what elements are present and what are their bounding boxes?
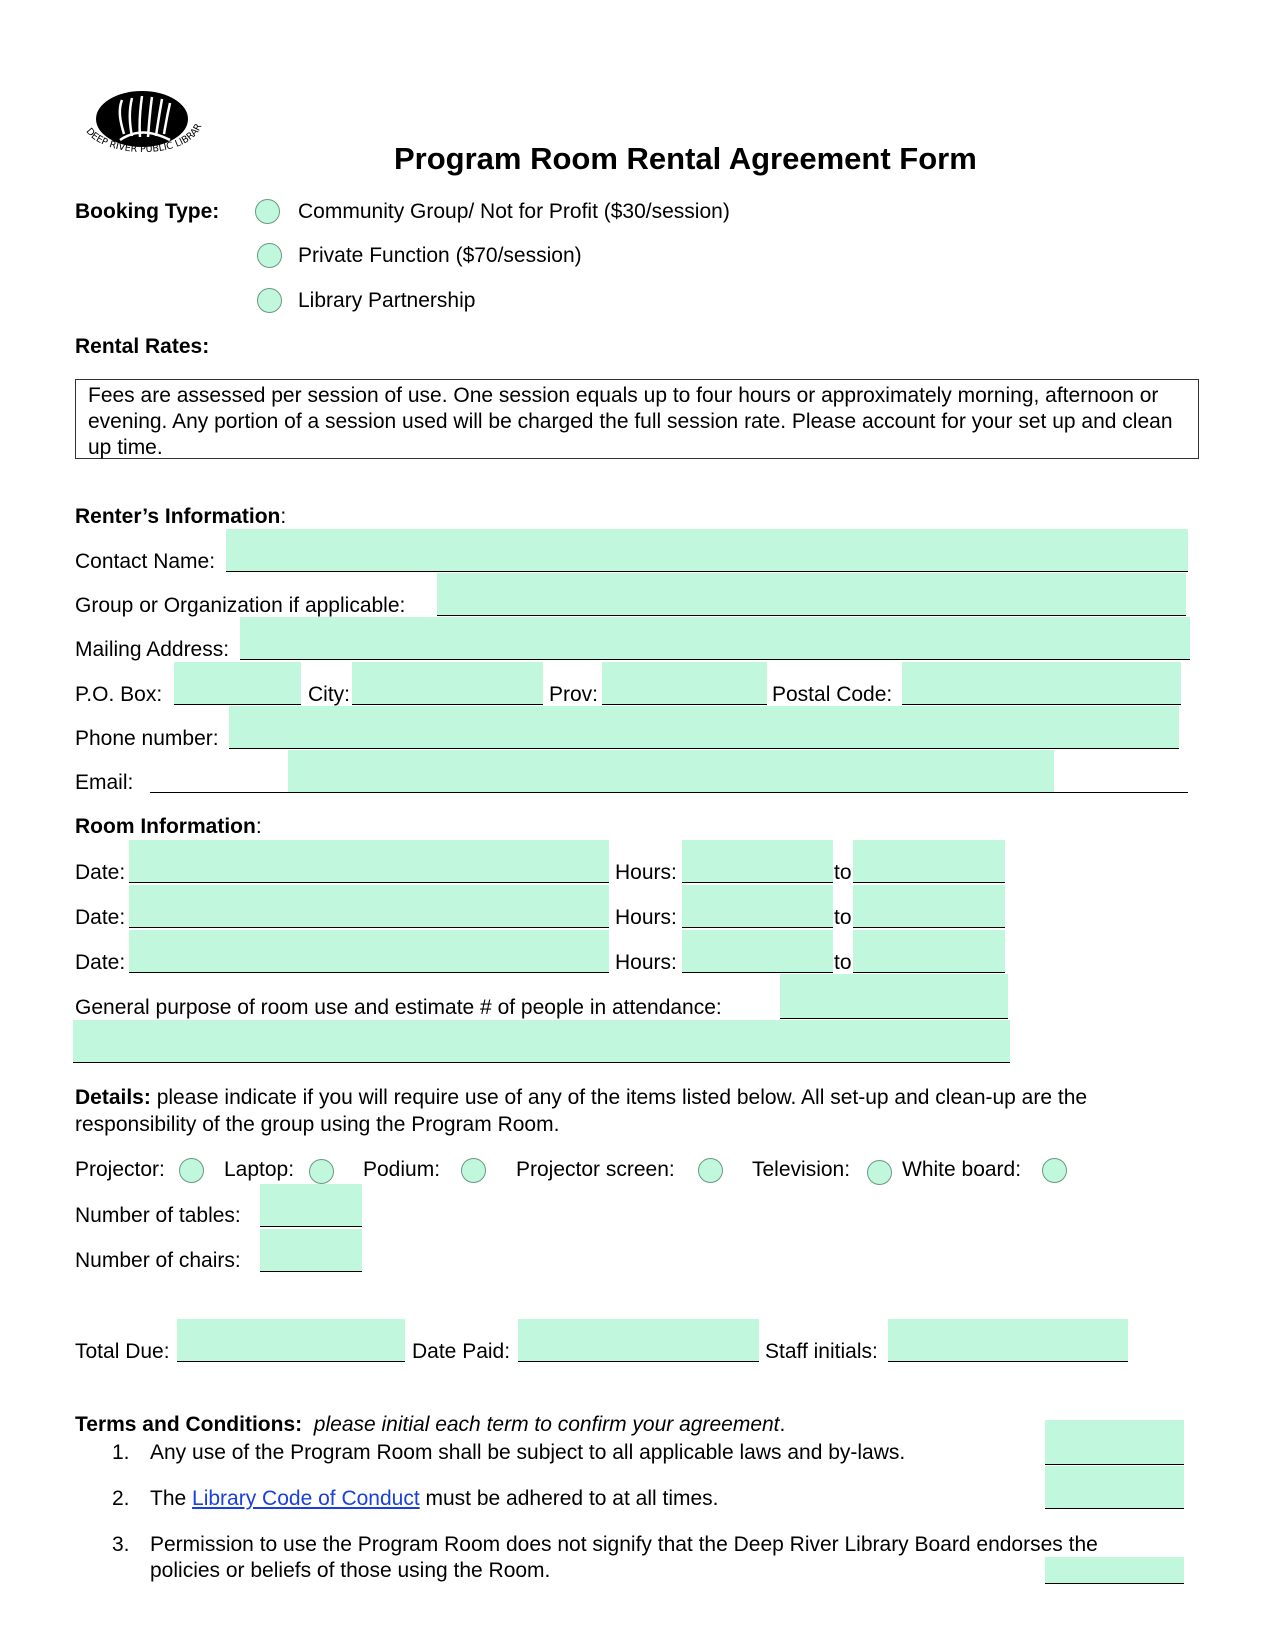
booking-radio-private[interactable] bbox=[257, 243, 282, 268]
booking-option-community: Community Group/ Not for Profit ($30/session) bbox=[298, 200, 730, 223]
postal-code-input[interactable] bbox=[902, 662, 1181, 705]
date-underline-1 bbox=[129, 882, 609, 883]
details-description-line2: responsibility of the group using the Program Room. bbox=[75, 1113, 560, 1136]
hours-to-underline-1 bbox=[853, 882, 1005, 883]
terms-instruction: please initial each term to confirm your agreement bbox=[313, 1413, 780, 1436]
term-text-1: Any use of the Program Room shall be subject to all applicable laws and by-laws. bbox=[150, 1441, 906, 1464]
mailing-address-label: Mailing Address: bbox=[75, 638, 230, 661]
po-box-label: P.O. Box: bbox=[75, 683, 163, 706]
booking-option-partnership: Library Partnership bbox=[298, 289, 476, 312]
term-initial-input-1[interactable] bbox=[1045, 1420, 1184, 1465]
to-label-2: to bbox=[834, 906, 852, 929]
room-info-heading-text: Room Information bbox=[75, 815, 256, 838]
library-logo bbox=[80, 86, 210, 166]
projector-checkbox[interactable] bbox=[179, 1158, 204, 1183]
to-label-3: to bbox=[834, 951, 852, 974]
total-due-underline bbox=[177, 1361, 405, 1362]
hours-label-3: Hours: bbox=[615, 951, 677, 974]
white-board-label: White board: bbox=[902, 1158, 1022, 1181]
podium-label: Podium: bbox=[363, 1158, 441, 1181]
terms-period: . bbox=[779, 1413, 786, 1436]
staff-initials-label: Staff initials: bbox=[765, 1340, 878, 1363]
logo-book-icon bbox=[80, 86, 210, 166]
booking-radio-community[interactable] bbox=[255, 199, 280, 224]
hours-from-underline-2 bbox=[682, 927, 833, 928]
code-of-conduct-link[interactable]: Library Code of Conduct bbox=[192, 1487, 420, 1510]
mailing-address-underline bbox=[240, 659, 1190, 660]
booking-option-private: Private Function ($70/session) bbox=[298, 244, 582, 267]
email-underline bbox=[150, 792, 1188, 793]
postal-code-label: Postal Code: bbox=[772, 683, 893, 706]
details-label: Details: bbox=[75, 1086, 151, 1109]
details-text bbox=[75, 1086, 1087, 1110]
hours-to-input-2[interactable] bbox=[853, 885, 1005, 928]
renter-info-heading bbox=[75, 505, 286, 529]
podium-checkbox[interactable] bbox=[461, 1158, 486, 1183]
prov-label: Prov: bbox=[549, 683, 599, 706]
term-initial-underline-1 bbox=[1045, 1464, 1184, 1465]
city-underline bbox=[352, 704, 543, 705]
hours-to-input-3[interactable] bbox=[853, 930, 1005, 973]
term-initial-underline-2 bbox=[1045, 1508, 1184, 1509]
staff-initials-input[interactable] bbox=[888, 1319, 1128, 1362]
purpose-description-underline bbox=[73, 1062, 1010, 1063]
hours-label-1: Hours: bbox=[615, 861, 677, 884]
to-label-1: to bbox=[834, 861, 852, 884]
term-text-3: Permission to use the Program Room does not signify that the Deep River Library Board endorses the bbox=[150, 1533, 1098, 1556]
city-label: City: bbox=[308, 683, 350, 706]
purpose-attendance-underline bbox=[780, 1018, 1008, 1019]
chairs-label: Number of chairs: bbox=[75, 1249, 241, 1272]
group-label: Group or Organization if applicable: bbox=[75, 594, 406, 617]
date-label-1: Date: bbox=[75, 861, 126, 884]
term-initial-input-2[interactable] bbox=[1045, 1466, 1184, 1509]
term-number-3: 3. bbox=[112, 1533, 130, 1556]
hours-from-underline-1 bbox=[682, 882, 833, 883]
renter-info-heading-text: Renter’s Information bbox=[75, 505, 281, 528]
prov-underline bbox=[602, 704, 767, 705]
laptop-checkbox[interactable] bbox=[309, 1159, 334, 1184]
booking-radio-partnership[interactable] bbox=[257, 288, 282, 313]
email-input[interactable] bbox=[288, 750, 1054, 793]
hours-from-input-2[interactable] bbox=[682, 885, 833, 928]
contact-name-underline bbox=[226, 571, 1188, 572]
phone-underline bbox=[229, 748, 1179, 749]
total-due-input[interactable] bbox=[177, 1319, 405, 1362]
date-underline-3 bbox=[129, 972, 609, 973]
po-box-input[interactable] bbox=[174, 662, 301, 705]
staff-initials-underline bbox=[888, 1361, 1128, 1362]
purpose-label: General purpose of room use and estimate # of people in attendance: bbox=[75, 996, 722, 1019]
date-underline-2 bbox=[129, 927, 609, 928]
term-initial-input-3[interactable] bbox=[1045, 1557, 1184, 1584]
term-text-2-pre: The bbox=[150, 1487, 193, 1510]
hours-to-underline-2 bbox=[853, 927, 1005, 928]
term-number-1: 1. bbox=[112, 1441, 130, 1464]
date-input-2[interactable] bbox=[129, 885, 609, 928]
tables-label: Number of tables: bbox=[75, 1204, 241, 1227]
terms-heading bbox=[75, 1413, 785, 1437]
date-label-3: Date: bbox=[75, 951, 126, 974]
television-checkbox[interactable] bbox=[867, 1160, 892, 1185]
room-info-colon: : bbox=[255, 815, 262, 838]
date-label-2: Date: bbox=[75, 906, 126, 929]
term-initial-underline-3 bbox=[1045, 1583, 1184, 1584]
television-label: Television: bbox=[752, 1158, 851, 1181]
term-number-2: 2. bbox=[112, 1487, 130, 1510]
city-input[interactable] bbox=[352, 662, 543, 705]
page-title: Program Room Rental Agreement Form bbox=[394, 141, 977, 176]
date-paid-underline bbox=[518, 1361, 759, 1362]
date-paid-label: Date Paid: bbox=[412, 1340, 511, 1363]
contact-name-input[interactable] bbox=[226, 529, 1188, 572]
booking-type-label: Booking Type: bbox=[75, 200, 220, 223]
chairs-input[interactable] bbox=[260, 1229, 362, 1272]
phone-input[interactable] bbox=[229, 706, 1179, 749]
room-info-heading bbox=[75, 815, 262, 839]
mailing-address-input[interactable] bbox=[240, 617, 1190, 660]
details-description: please indicate if you will require use of any of the items listed below. All set-up and clean-up are the bbox=[150, 1086, 1088, 1109]
group-input[interactable] bbox=[437, 573, 1186, 616]
contact-name-label: Contact Name: bbox=[75, 550, 216, 573]
projector-screen-checkbox[interactable] bbox=[698, 1158, 723, 1183]
date-paid-input[interactable] bbox=[518, 1319, 759, 1362]
rental-rates-label: Rental Rates: bbox=[75, 335, 210, 358]
tables-underline bbox=[260, 1226, 362, 1227]
email-label: Email: bbox=[75, 771, 134, 794]
date-input-3[interactable] bbox=[129, 930, 609, 973]
chairs-underline bbox=[260, 1271, 362, 1272]
total-due-label: Total Due: bbox=[75, 1340, 170, 1363]
hours-from-input-1[interactable] bbox=[682, 840, 833, 883]
hours-from-underline-3 bbox=[682, 972, 833, 973]
term-text-2 bbox=[150, 1487, 719, 1511]
postal-code-underline bbox=[902, 704, 1181, 705]
white-board-checkbox[interactable] bbox=[1042, 1158, 1067, 1183]
term-text-3-line2: policies or beliefs of those using the Room. bbox=[150, 1559, 551, 1582]
phone-label: Phone number: bbox=[75, 727, 219, 750]
purpose-attendance-input[interactable] bbox=[780, 974, 1008, 1019]
tables-input[interactable] bbox=[260, 1184, 362, 1227]
hours-to-input-1[interactable] bbox=[853, 840, 1005, 883]
rental-rates-box: Fees are assessed per session of use. One session equals up to four hours or approximately morning, afternoon or evening. Any portion of a session used will be charged the full session rate. Please account for your set up and clean up time. bbox=[75, 379, 1199, 459]
group-underline bbox=[437, 615, 1186, 616]
terms-label: Terms and Conditions: bbox=[75, 1413, 303, 1436]
hours-to-underline-3 bbox=[853, 972, 1005, 973]
prov-input[interactable] bbox=[602, 662, 767, 705]
hours-from-input-3[interactable] bbox=[682, 930, 833, 973]
hours-label-2: Hours: bbox=[615, 906, 677, 929]
date-input-1[interactable] bbox=[129, 840, 609, 883]
purpose-description-input[interactable] bbox=[73, 1020, 1010, 1062]
term-text-2-post: must be adhered to at all times. bbox=[419, 1487, 719, 1510]
renter-info-colon: : bbox=[280, 505, 287, 528]
logo-text: DEEP RIVER PUBLIC LIBRAR bbox=[83, 122, 205, 156]
projector-screen-label: Projector screen: bbox=[516, 1158, 675, 1181]
projector-label: Projector: bbox=[75, 1158, 165, 1181]
po-box-underline bbox=[174, 704, 301, 705]
laptop-label: Laptop: bbox=[224, 1158, 295, 1181]
